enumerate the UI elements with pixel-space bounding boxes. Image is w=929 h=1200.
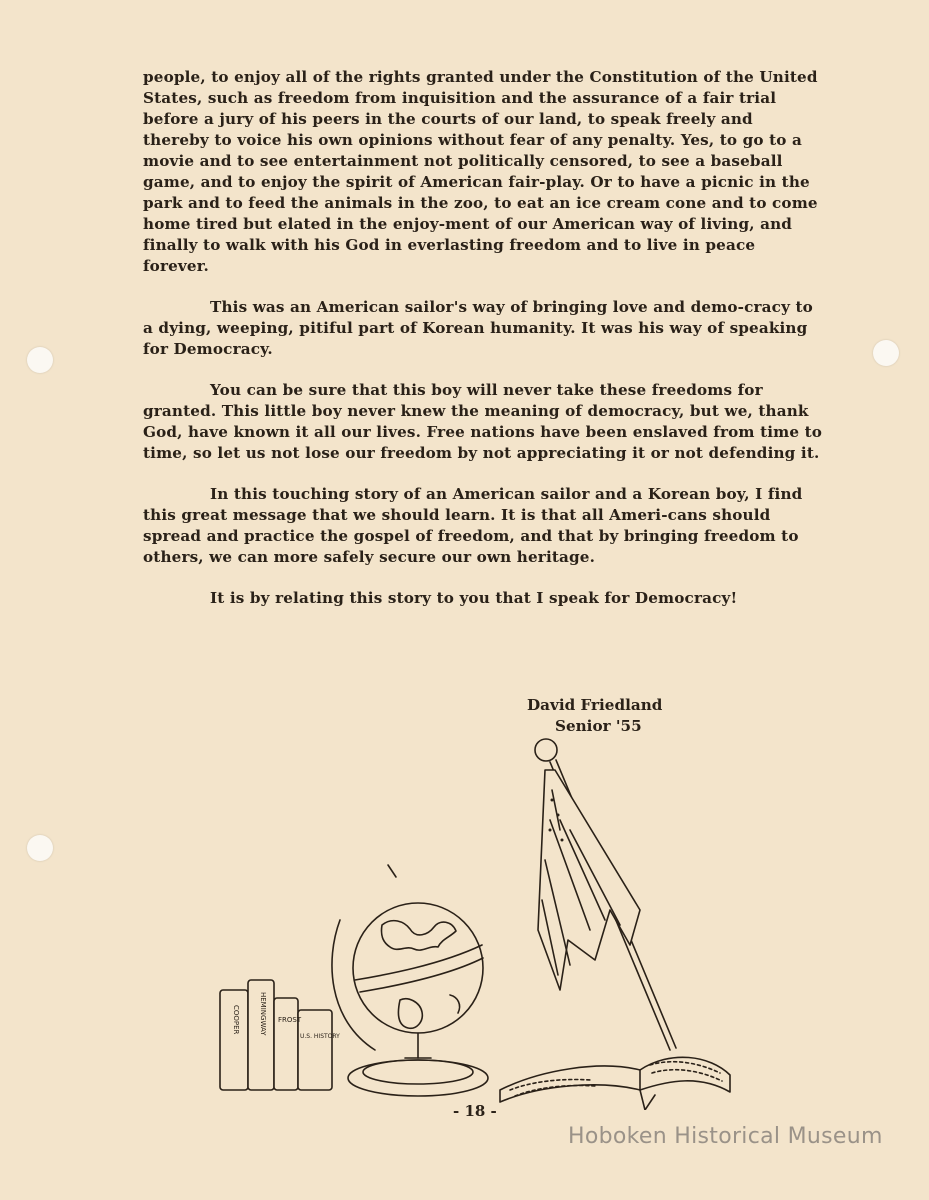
museum-watermark: Hoboken Historical Museum [568,1124,883,1149]
patriotic-illustration [200,730,740,1110]
paragraph-1: people, to enjoy all of the rights granted under the Constitution of the United States, such as freedom from inquisition and the assurance of a fair trial before a jury of his peers in the courts of our land, to speak freely and thereby to voice his own opinions without fear of any penalty. Yes, to go to a movie and to see entertainment not politically censored, to see a baseball game, and to enjoy the spirit of American fair-play. Or to have a picnic in the park and to feed the animals in the zoo, to eat an ice cream cone and to come home tired but elated in the enjoy-ment of our American way of living, and finally to walk with his God in everlasting freedom and to live in peace forever. [143,68,818,275]
globe-illustration [332,865,488,1096]
books-illustration [220,980,340,1090]
punch-hole [27,835,53,861]
paragraph-4: In this touching story of an American sailor and a Korean boy, I find this great message that we should learn. It is that all Ameri-cans should spread and practice the gospel of freedom, and that by bringing freedom to others, we can more safely secure our own heritage. [143,485,803,566]
paragraph-3: You can be sure that this boy will never take these freedoms for granted. This little boy never knew the meaning of democracy, but we, thank God, have known it all our lives. Free nations have been enslaved from time to time, so let us not lose our freedom by not appreciating it or not defending it. [143,381,823,462]
author-name: David Friedland [527,696,663,714]
book-spine-label: COOPER [232,1005,240,1035]
book-spine-label: U.S. HISTORY [300,1033,340,1040]
book-spine-label: HEMINGWAY [259,992,267,1036]
author-class: Senior '55 [555,717,642,735]
punch-hole [873,340,899,366]
book-spine-label: FROST [278,1016,302,1024]
closing-line: It is by relating this story to you that I speak for Democracy! [210,589,738,607]
paragraph-2: This was an American sailor's way of bringing love and demo-cracy to a dying, weeping, pitiful part of Korean humanity. It was his way of speaking for Democracy. [143,298,813,358]
open-book-illustration [500,1057,730,1110]
flag-illustration [535,739,676,1050]
punch-hole [27,347,53,373]
essay-body [143,67,823,609]
page-number: - 18 - [453,1102,497,1120]
